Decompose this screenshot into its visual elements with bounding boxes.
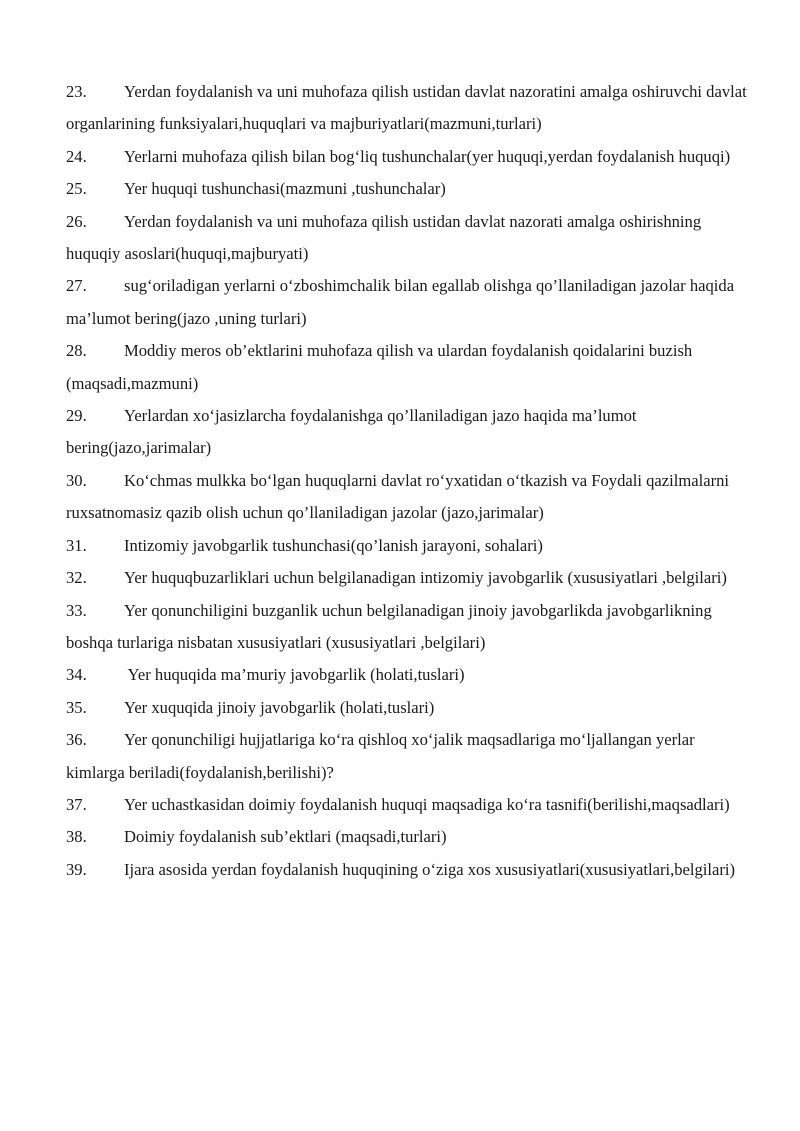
item-number: 34. <box>66 665 87 685</box>
list-item <box>66 465 756 530</box>
list-item <box>66 335 756 400</box>
item-text: Yerlarni muhofaza qilish bilan bog‘liq tushunchalar(yer huquqi,yerdan foydalanish huquqi) <box>124 146 731 166</box>
list-item <box>66 270 756 335</box>
item-number: 39. <box>66 859 87 879</box>
item-text: Yer huquqida ma’muriy javobgarlik (holati,tuslari) <box>124 665 465 685</box>
list-item <box>66 530 756 562</box>
item-text: Yer qonunchiligi hujjatlariga ko‘ra qishloq xo‘jalik maqsadlariga mo‘ljallangan yerlar kimlarga beriladi(foydalanish,berilishi)? <box>66 730 695 782</box>
item-text: Ko‘chmas mulkka bo‘lgan huquqlarni davlat ro‘yxatidan o‘tkazish va Foydali qazilmalarni ruxsatnomasiz qazib olish uchun qo’llaniladigan jazolar (jazo,jarimalar) <box>66 470 730 523</box>
item-text: Intizomiy javobgarlik tushunchasi(qo’lanish jarayoni, sohalari) <box>124 535 543 555</box>
item-number: 25. <box>66 179 87 199</box>
list-item <box>66 206 756 271</box>
item-number: 38. <box>66 827 87 847</box>
item-text: Yer huquqi tushunchasi(mazmuni ,tushunchalar) <box>124 179 446 199</box>
item-number: 23. <box>66 82 87 101</box>
item-text: Yer xuquqida jinoiy javobgarlik (holati,tuslari) <box>124 697 435 717</box>
list-item <box>66 562 756 594</box>
list-item <box>66 789 756 821</box>
list-item <box>66 854 756 886</box>
item-text: sug‘oriladigan yerlarni o‘zboshimchalik bilan egallab olishga qo’llaniladigan jazolar haqida ma’lumot bering(jazo ,uning turlari) <box>66 276 735 328</box>
item-number: 27. <box>66 276 87 296</box>
list-item <box>66 141 756 173</box>
item-number: 28. <box>66 341 87 361</box>
item-text: Yer huquqbuzarliklari uchun belgilanadigan intizomiy javobgarlik (xususiyatlari ,belgilari) <box>124 568 727 588</box>
item-number: 33. <box>66 600 87 620</box>
list-item <box>66 659 756 691</box>
item-text: Doimiy foydalanish sub’ektlari (maqsadi,turlari) <box>124 827 447 847</box>
item-number: 32. <box>66 568 87 588</box>
item-text: Yerdan foydalanish va uni muhofaza qilish ustidan davlat nazorati amalga oshirishning huquqiy asoslari(huquqi,majburyati) <box>66 211 702 264</box>
list-item <box>66 173 756 205</box>
item-text: Yerlardan xo‘jasizlarcha foydalanishga qo’llaniladigan jazo haqida ma’lumot bering(jazo,jarimalar) <box>66 406 637 458</box>
item-number: 29. <box>66 406 87 426</box>
item-number: 26. <box>66 211 87 231</box>
item-number: 35. <box>66 697 87 717</box>
list-item <box>66 400 756 465</box>
item-text: Ijara asosida yerdan foydalanish huquqining o‘ziga xos xususiyatlari(xususiyatlari,belgilari) <box>124 859 736 879</box>
list-item <box>66 724 756 789</box>
list-item <box>66 595 756 660</box>
item-number: 24. <box>66 146 87 166</box>
item-number: 37. <box>66 794 87 814</box>
item-text: Yer qonunchiligini buzganlik uchun belgilanadigan jinoiy javobgarlikda javobgarlikning boshqa turlariga nisbatan xususiyatlari (xususiyatlari ,belgilari) <box>66 600 712 652</box>
item-number: 30. <box>66 470 87 490</box>
item-text: Moddiy meros ob’ektlarini muhofaza qilish va ulardan foydalanish qoidalarini buzish (maqsadi,mazmuni) <box>66 341 693 393</box>
list-item <box>66 692 756 724</box>
item-number: 31. <box>66 535 87 555</box>
item-number: 36. <box>66 730 87 750</box>
question-list <box>66 76 756 886</box>
item-text: Yer uchastkasidan doimiy foydalanish huquqi maqsadiga ko‘ra tasnifi(berilishi,maqsadlari) <box>124 794 730 814</box>
item-text: Yerdan foydalanish va uni muhofaza qilish ustidan davlat nazoratini amalga oshiruvchi davlat organlarining funksiyalari,huquqlari va majburiyatlari(mazmuni,turlari) <box>66 82 747 134</box>
list-item <box>66 76 756 141</box>
list-item <box>66 821 756 853</box>
